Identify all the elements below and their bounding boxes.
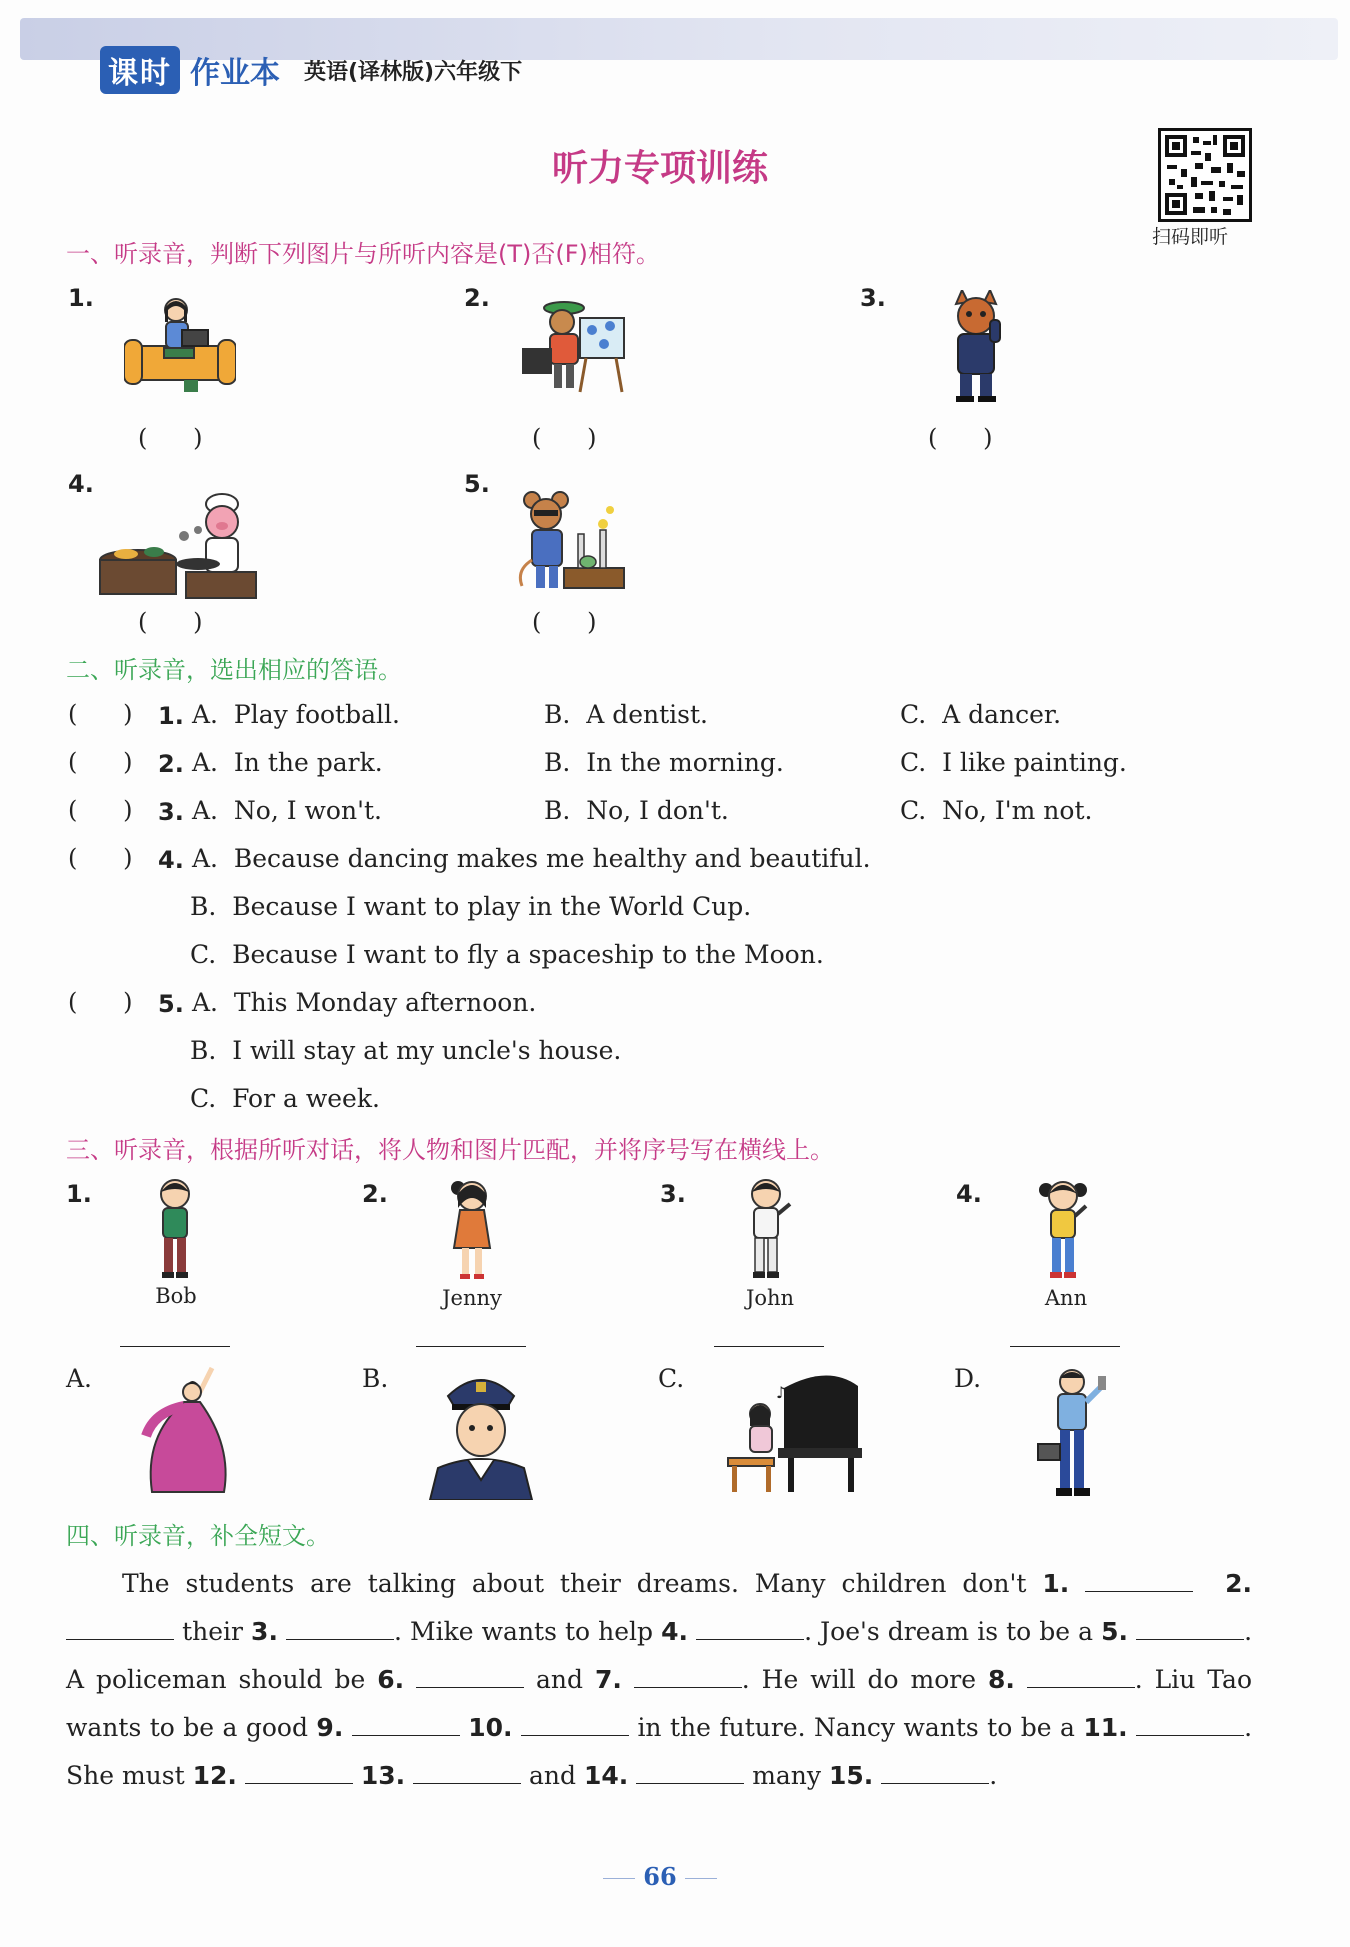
blank-number: 13. (360, 1761, 406, 1790)
match-letter-c: C. (658, 1364, 685, 1393)
p1-number-2: 2. (464, 284, 490, 312)
page-number (0, 1862, 1320, 1891)
pig-cook-picture (98, 490, 260, 602)
blank-12[interactable] (245, 1761, 353, 1784)
girl-laptop-sofa-picture (124, 296, 236, 396)
match-line-1[interactable] (120, 1346, 230, 1347)
blank-7[interactable] (634, 1665, 742, 1688)
passage-text: . (989, 1761, 998, 1790)
blank-number: 7. (594, 1665, 622, 1694)
p2-answer-box-3[interactable]: ( ) (68, 796, 133, 824)
p2-q4-option-a: A. Because dancing makes me healthy and beautiful. (192, 844, 871, 873)
match-line-3[interactable] (714, 1346, 824, 1347)
name-ann: Ann (1044, 1286, 1088, 1310)
p2-number-2: 2. (158, 750, 184, 778)
qr-label: 扫码即听 (1152, 226, 1229, 248)
match-letter-a: A. (66, 1364, 93, 1393)
p1-answer-box-2[interactable]: ( ) (532, 424, 597, 452)
match-line-2[interactable] (416, 1346, 526, 1347)
boy-bob-picture (152, 1178, 198, 1282)
blank-number: 12. (192, 1761, 237, 1790)
p1-number-3: 3. (860, 284, 886, 312)
passage-text: The students are talking about their dreams. Many children don't (122, 1569, 1027, 1598)
match-letter-d: D. (954, 1364, 982, 1393)
policeman-picture (428, 1368, 534, 1500)
p2-q2-option-c: C. I like painting. (900, 748, 1127, 777)
girl-ann-picture (1036, 1178, 1094, 1282)
dancer-picture (140, 1366, 236, 1496)
blank-10[interactable] (521, 1713, 629, 1736)
blank-1[interactable] (1085, 1569, 1193, 1592)
name-jenny: Jenny (442, 1286, 502, 1310)
blank-number: 11. (1083, 1713, 1128, 1742)
passage-with-blanks (66, 1560, 1252, 1800)
p2-number-3: 3. (158, 798, 184, 826)
brand-name: 作业本 (190, 56, 280, 91)
blank-number: 15. (828, 1761, 874, 1790)
blank-15[interactable] (881, 1761, 989, 1784)
p2-answer-box-5[interactable]: ( ) (68, 988, 133, 1016)
section-2-heading: 二、听录音，选出相应的答语。 (66, 656, 402, 684)
cat-policeman-picture (934, 290, 1018, 404)
blank-5[interactable] (1136, 1617, 1244, 1640)
blank-8[interactable] (1027, 1665, 1135, 1688)
p2-q1-option-c: C. A dancer. (900, 700, 1062, 729)
p2-q5-option-c: C. For a week. (190, 1084, 380, 1113)
p1-number-4: 4. (68, 470, 94, 498)
p1-answer-box-4[interactable]: ( ) (138, 608, 203, 636)
p2-q3-option-a: A. No, I won't. (192, 796, 382, 825)
painting-artist-picture (516, 296, 636, 396)
mouse-scientist-picture (516, 490, 628, 594)
blank-14[interactable] (636, 1761, 744, 1784)
p2-q4-option-c: C. Because I want to fly a spaceship to the Moon. (190, 940, 824, 969)
page-title: 听力专项训练 (551, 148, 768, 189)
blank-13[interactable] (413, 1761, 521, 1784)
p2-answer-box-2[interactable]: ( ) (68, 748, 133, 776)
p2-q1-option-a: A. Play football. (192, 700, 400, 729)
blank-number: 2. (1225, 1569, 1252, 1598)
name-john: John (745, 1286, 795, 1310)
blank-number: 3. (251, 1617, 278, 1646)
section-4-heading: 四、听录音，补全短文。 (66, 1522, 330, 1550)
blank-2[interactable] (66, 1617, 174, 1640)
worker-picture (1032, 1366, 1114, 1500)
blank-number: 4. (661, 1617, 689, 1646)
p2-q3-option-b: B. No, I don't. (544, 796, 729, 825)
blank-number: 6. (377, 1665, 405, 1694)
p2-answer-box-1[interactable]: ( ) (68, 700, 133, 728)
p2-number-5: 5. (158, 990, 184, 1018)
svg-text:♪: ♪ (776, 1383, 787, 1402)
p2-answer-box-4[interactable]: ( ) (68, 844, 133, 872)
p1-answer-box-3[interactable]: ( ) (928, 424, 993, 452)
p3-number-4: 4. (956, 1180, 982, 1208)
blank-11[interactable] (1136, 1713, 1244, 1736)
blank-number: 5. (1101, 1617, 1129, 1646)
p1-number-5: 5. (464, 470, 490, 498)
passage-text: in the future. Nancy wants to be a (637, 1713, 1075, 1742)
passage-text: many (752, 1761, 822, 1790)
boy-john-picture (744, 1178, 796, 1282)
p1-answer-box-1[interactable]: ( ) (138, 424, 203, 452)
name-bob: Bob (155, 1284, 197, 1308)
section-3-heading: 三、听录音，根据所听对话，将人物和图片匹配，并将序号写在横线上。 (66, 1136, 834, 1164)
page-number-dash-left (603, 1878, 635, 1879)
passage-text: . A policeman should be (66, 1617, 1253, 1694)
blank-6[interactable] (416, 1665, 524, 1688)
p3-number-2: 2. (362, 1180, 388, 1208)
blank-number: 8. (987, 1665, 1015, 1694)
passage-text: . Liu Tao wants to be a good (66, 1665, 1252, 1742)
book-subtitle: 英语(译林版)六年级下 (304, 59, 523, 85)
p2-q1-option-b: B. A dentist. (544, 700, 708, 729)
p2-number-1: 1. (158, 702, 184, 730)
blank-9[interactable] (352, 1713, 460, 1736)
p1-answer-box-5[interactable]: ( ) (532, 608, 597, 636)
blank-number: 10. (468, 1713, 513, 1742)
brand-logo: 课时 (100, 46, 180, 94)
section-1-heading: 一、听录音，判断下列图片与所听内容是(T)否(F)相符。 (66, 240, 660, 268)
blank-number: 14. (583, 1761, 629, 1790)
blank-number: 1. (1042, 1569, 1070, 1598)
pianist-picture (718, 1368, 864, 1494)
qr-code-icon[interactable] (1158, 128, 1252, 222)
p2-q2-option-a: A. In the park. (192, 748, 383, 777)
p2-q3-option-c: C. No, I'm not. (900, 796, 1093, 825)
p2-q4-option-b: B. Because I want to play in the World Cup. (190, 892, 752, 921)
page-number-dash-right (685, 1878, 717, 1879)
p3-number-1: 1. (66, 1180, 92, 1208)
p2-q5-option-a: A. This Monday afternoon. (192, 988, 537, 1017)
passage-text: their (182, 1617, 243, 1646)
p2-q5-option-b: B. I will stay at my uncle's house. (190, 1036, 622, 1065)
match-letter-b: B. (362, 1364, 389, 1393)
match-line-4[interactable] (1010, 1346, 1120, 1347)
passage-text: . She must (66, 1713, 1253, 1790)
passage-text: . Mike wants to help (394, 1617, 654, 1646)
passage-text: . He will do more (741, 1665, 977, 1694)
passage-text: and (536, 1665, 584, 1694)
p2-number-4: 4. (158, 846, 184, 874)
passage-text: and (529, 1761, 577, 1790)
passage-text: . Joe's dream is to be a (804, 1617, 1094, 1646)
blank-number: 9. (316, 1713, 344, 1742)
p2-q2-option-b: B. In the morning. (544, 748, 784, 777)
girl-jenny-picture (446, 1178, 496, 1282)
blank-3[interactable] (286, 1617, 394, 1640)
brand-header (100, 46, 522, 94)
blank-4[interactable] (696, 1617, 804, 1640)
p3-number-3: 3. (660, 1180, 686, 1208)
page-number-text: 66 (643, 1862, 677, 1891)
p1-number-1: 1. (68, 284, 94, 312)
